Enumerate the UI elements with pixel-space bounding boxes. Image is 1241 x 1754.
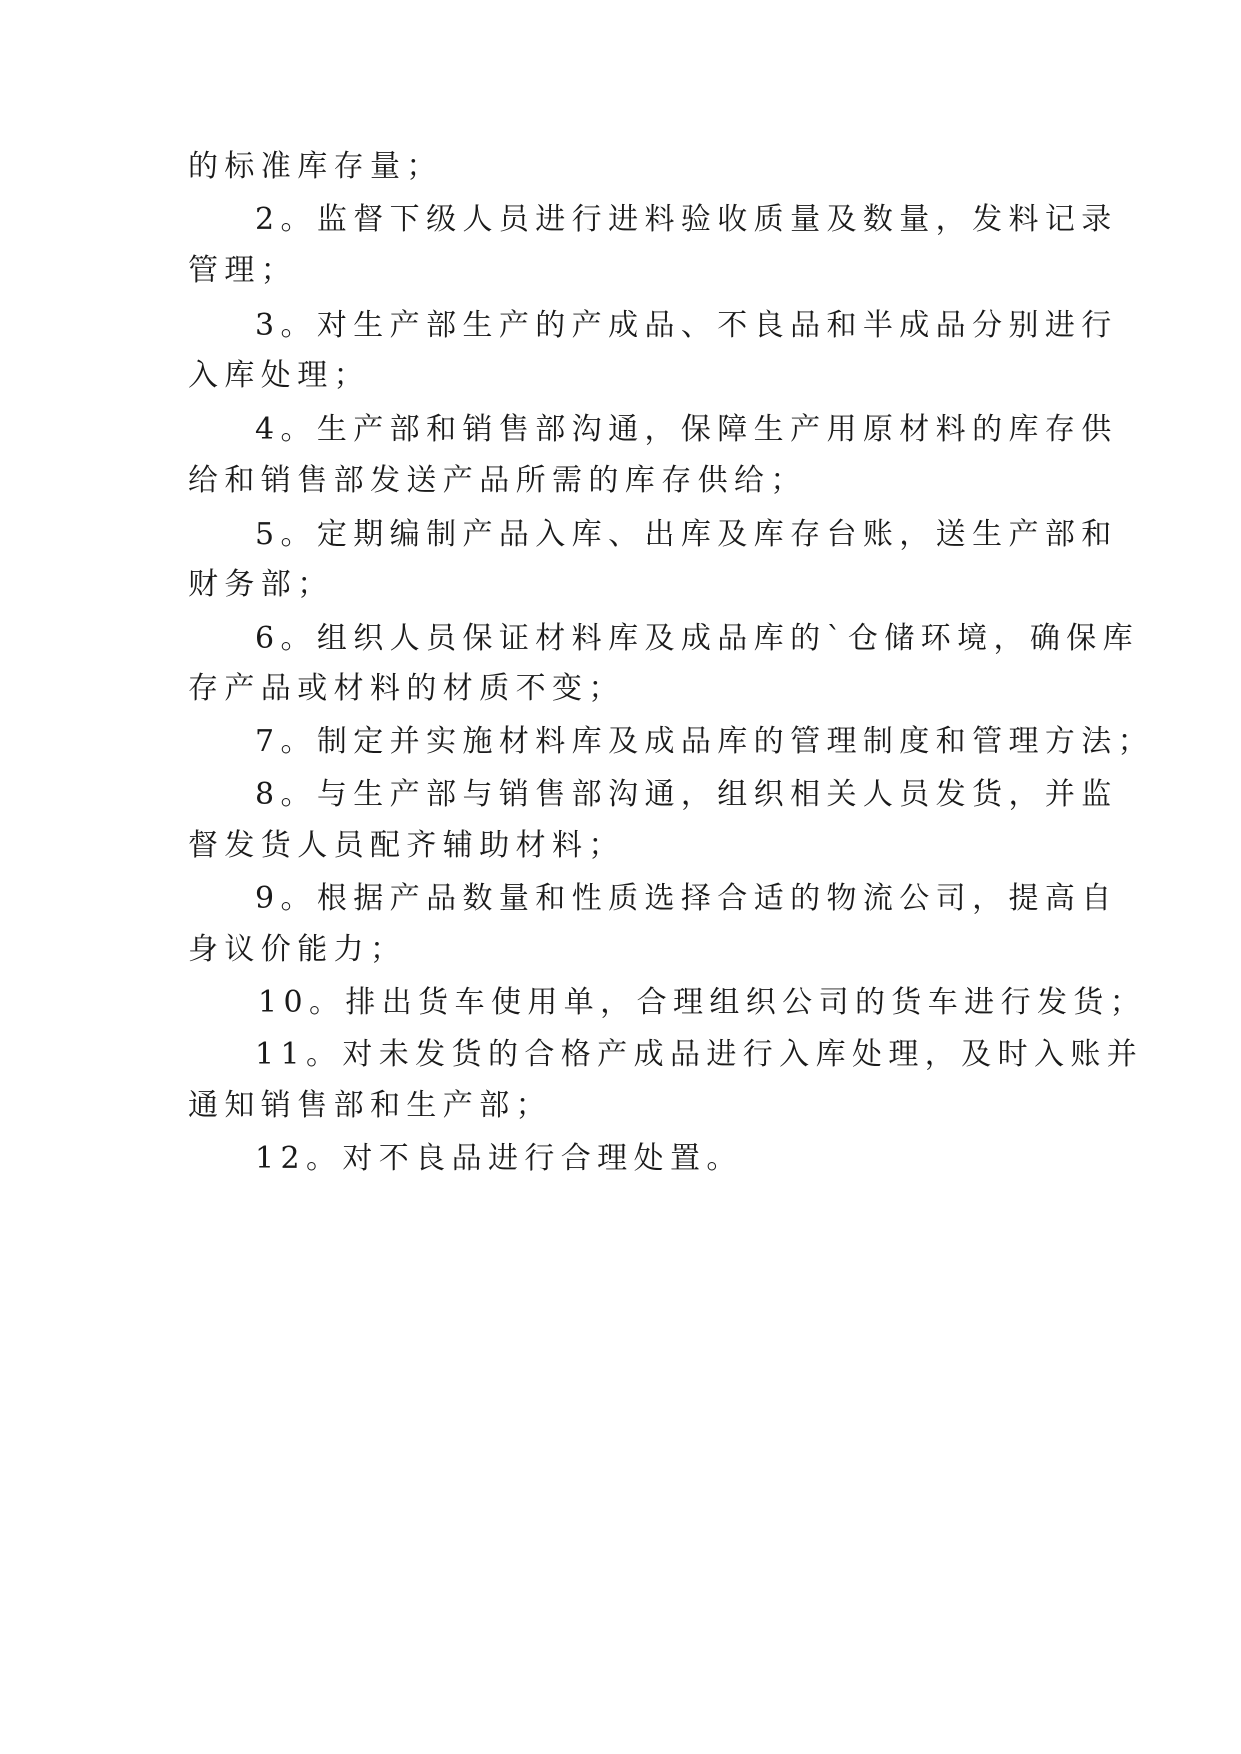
item-4-line-1: 4。生产部和销售部沟通，保障生产用原材料的库存供: [255, 412, 1118, 447]
item-6-line-1: 6。组织人员保证材料库及成品库的`仓储环境，确保库: [255, 621, 1140, 656]
item-4-line-2: 给和销售部发送产品所需的库存供给；: [188, 463, 807, 498]
item-2-line-1: 2。监督下级人员进行进料验收质量及数量，发料记录: [255, 202, 1118, 237]
item-9-line-1: 9。根据产品数量和性质选择合适的物流公司，提高自: [255, 881, 1118, 916]
text-line-1: 的标准库存量；: [188, 149, 443, 184]
item-11-line-1: 11。对未发货的合格产成品进行入库处理，及时入账并: [255, 1037, 1144, 1072]
item-7-line-1: 7。制定并实施材料库及成品库的管理制度和管理方法；: [255, 724, 1155, 759]
item-5-line-2: 财务部；: [188, 567, 334, 602]
item-2-line-2: 管理；: [188, 253, 298, 288]
item-3-line-1: 3。对生产部生产的产成品、不良品和半成品分别进行: [255, 308, 1118, 343]
item-6-line-2: 存产品或材料的材质不变；: [188, 671, 625, 706]
item-3-line-2: 入库处理；: [188, 358, 370, 393]
item-5-line-1: 5。定期编制产品入库、出库及库存台账，送生产部和: [255, 517, 1118, 552]
item-12-line-1: 12。对不良品进行合理处置。: [255, 1141, 743, 1176]
item-9-line-2: 身议价能力；: [188, 932, 407, 967]
item-11-line-2: 通知销售部和生产部；: [188, 1088, 552, 1123]
item-8-line-2: 督发货人员配齐辅助材料；: [188, 828, 625, 863]
item-10-line-1: 10。排出货车使用单，合理组织公司的货车进行发货；: [258, 985, 1147, 1020]
item-8-line-1: 8。与生产部与销售部沟通，组织相关人员发货，并监: [255, 777, 1118, 812]
